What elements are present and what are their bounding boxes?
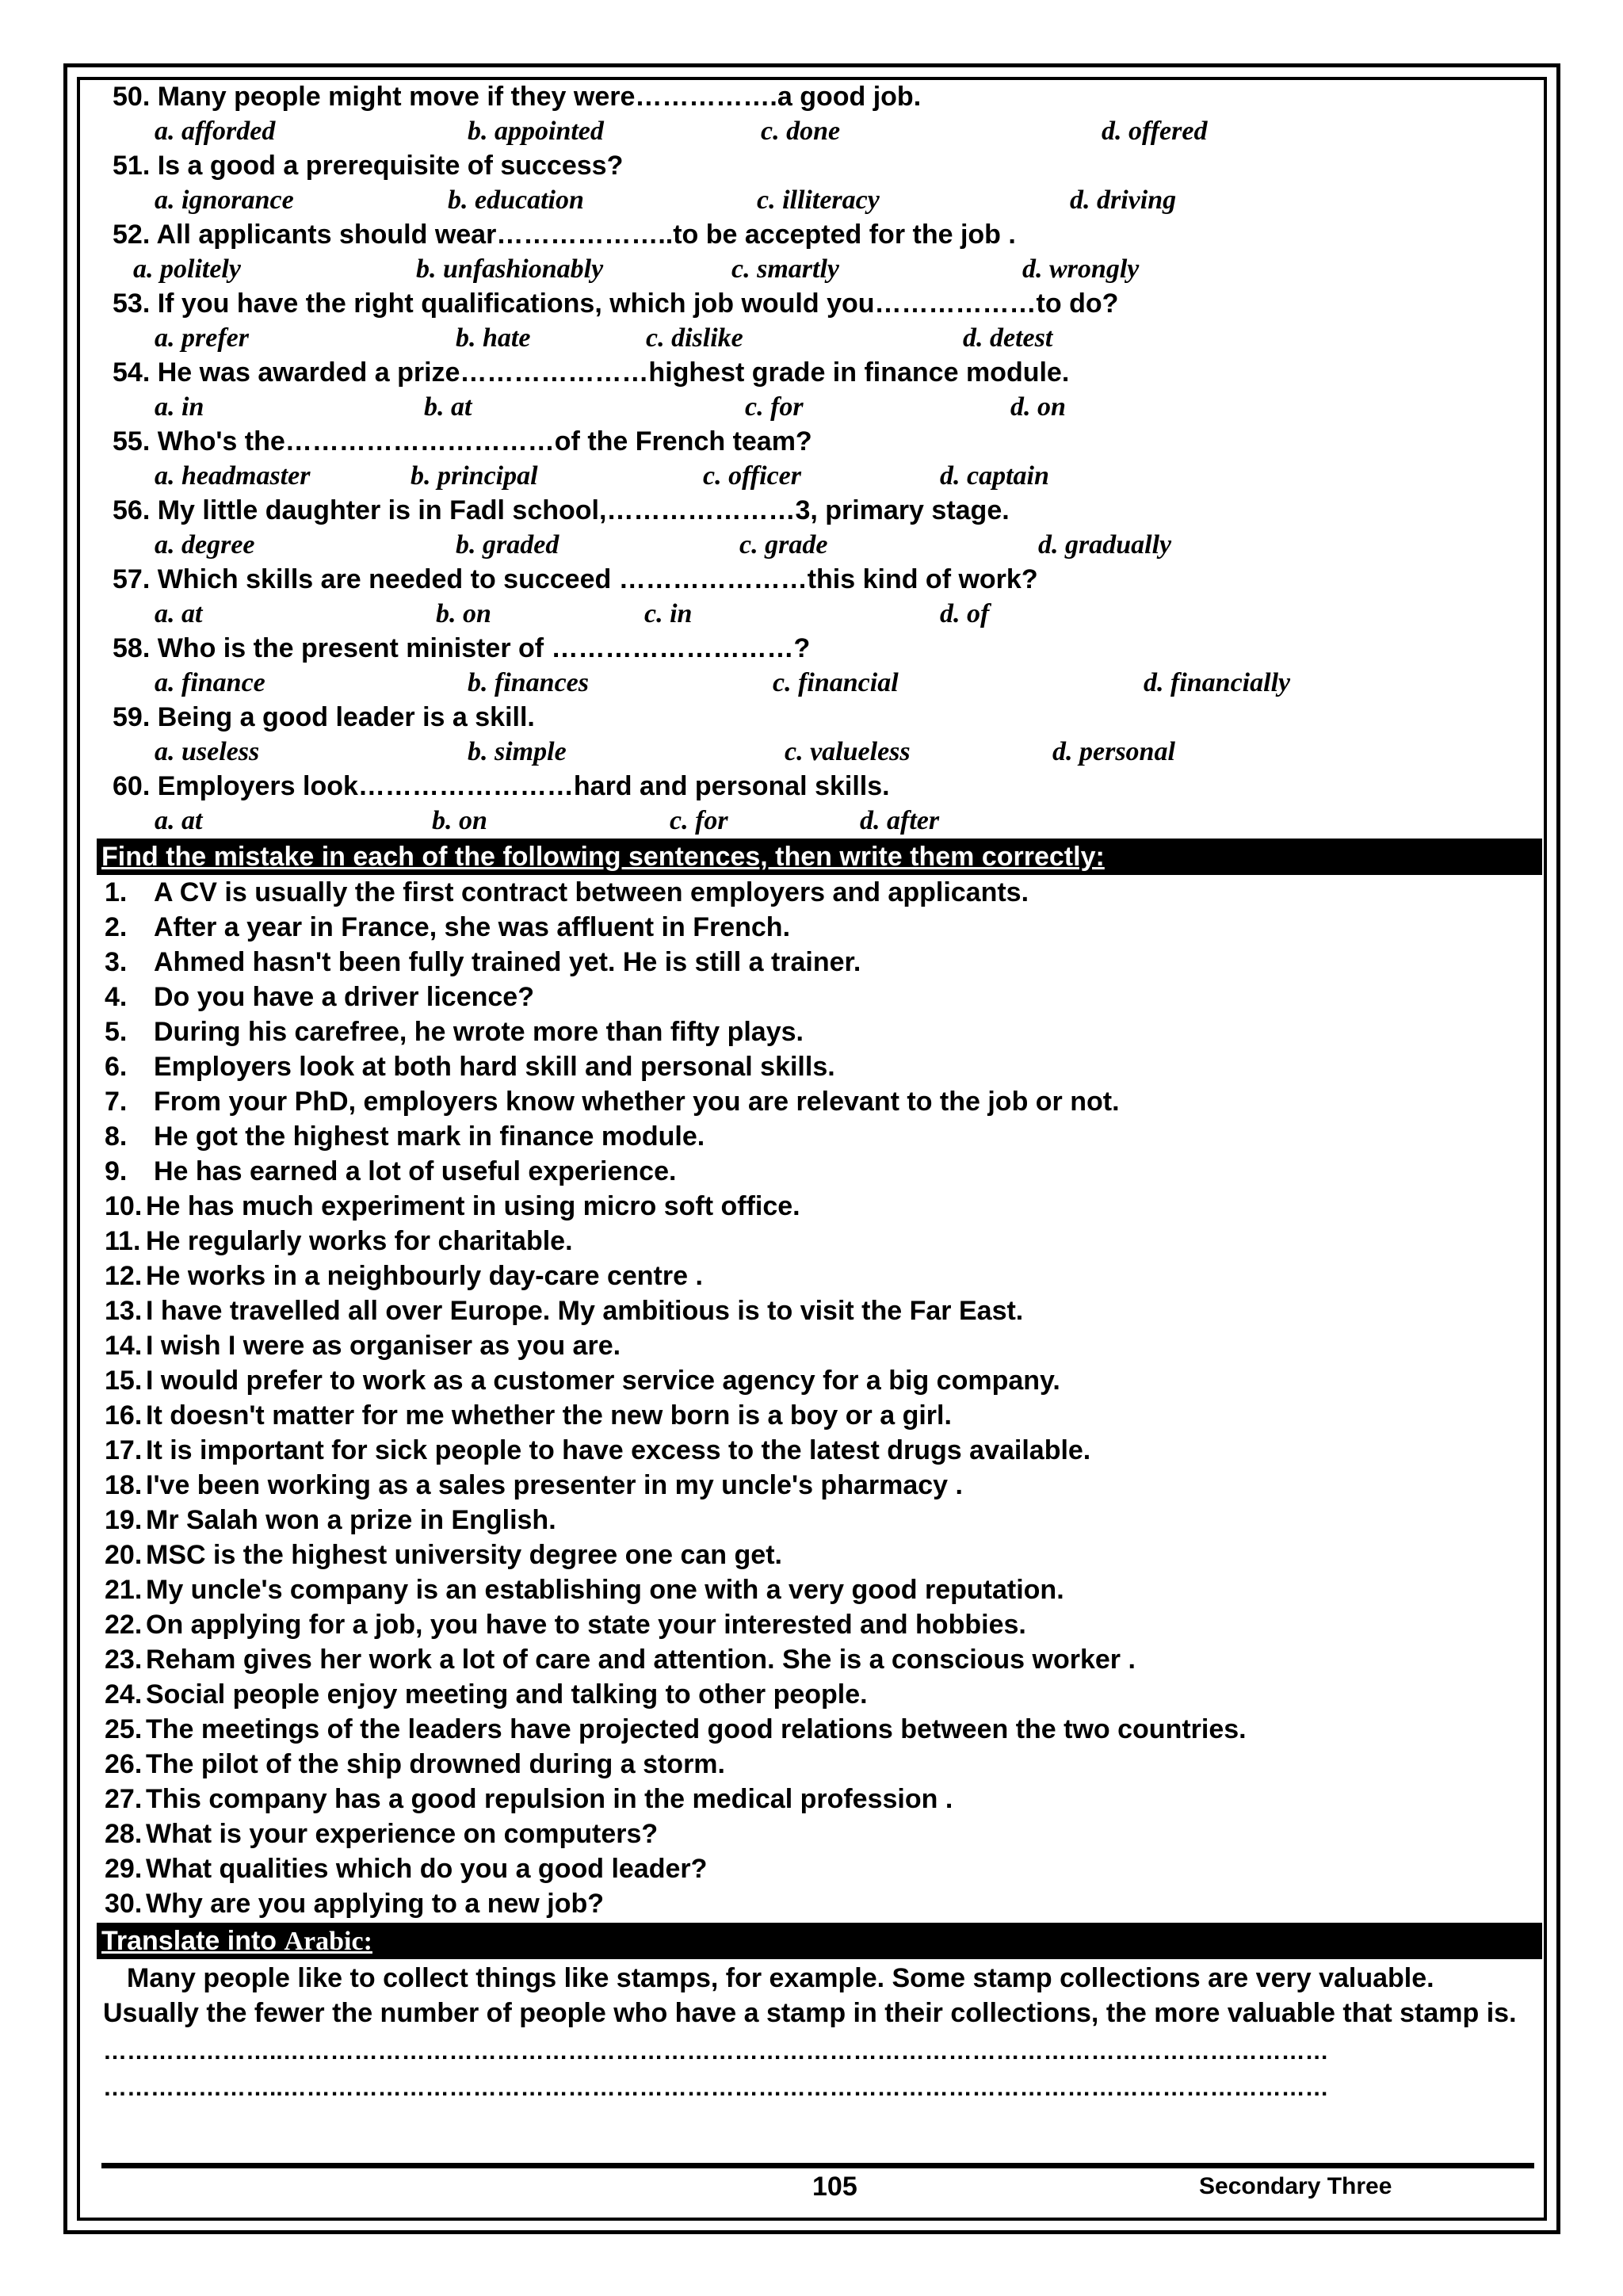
answer-option[interactable]: c. for	[745, 392, 804, 422]
mistake-section	[97, 875, 1542, 1921]
list-item-sentence: He regularly works for charitable.	[146, 1226, 573, 1256]
list-item	[97, 1782, 1542, 1817]
list-item-sentence: After a year in France, she was affluent in French.	[154, 912, 791, 942]
answer-option[interactable]: c. dislike	[646, 323, 743, 353]
list-item-number: 24.	[105, 1679, 143, 1710]
footer-rule	[101, 2163, 1534, 2168]
list-item	[97, 1607, 1542, 1642]
list-item	[97, 1189, 1542, 1224]
list-item-sentence: Why are you applying to a new job?	[146, 1889, 605, 1919]
answer-option[interactable]: d. of	[940, 599, 990, 628]
list-item	[97, 1677, 1542, 1712]
list-item	[97, 1224, 1542, 1259]
question-text: 51. Is a good a prerequisite of success?	[113, 151, 624, 181]
list-item-number: 30.	[105, 1889, 143, 1919]
answer-options	[97, 666, 1542, 700]
answer-option[interactable]: a. useless	[155, 737, 260, 766]
answer-option[interactable]: a. afforded	[155, 117, 276, 146]
list-item	[97, 1468, 1542, 1503]
translate-paragraph	[97, 1961, 1542, 2030]
answer-option[interactable]: d. financially	[1144, 668, 1291, 697]
list-item	[97, 1293, 1542, 1328]
list-item	[97, 1886, 1542, 1921]
answer-option[interactable]: c. in	[644, 599, 693, 628]
list-item	[97, 980, 1542, 1014]
list-item	[97, 1398, 1542, 1433]
answer-option[interactable]: d. on	[1010, 392, 1066, 422]
list-item-number: 23.	[105, 1645, 143, 1675]
list-item-sentence: He has earned a lot of useful experience.	[154, 1156, 677, 1186]
list-item-sentence: He works in a neighbourly day-care centre .	[146, 1261, 703, 1291]
answer-option[interactable]: c. illiteracy	[757, 185, 880, 215]
answer-option[interactable]: a. at	[155, 599, 203, 628]
page-content	[97, 79, 1542, 2107]
list-item	[97, 1503, 1542, 1538]
list-item-sentence: A CV is usually the first contract between employers and applicants.	[154, 877, 1029, 907]
list-item-number: 2.	[105, 912, 128, 942]
translate-paragraph-text: Many people like to collect things like stamps, for example. Some stamp collections are very valuable. Usually the fewer the number of people who have a stamp in their collections, the more valuable that stamp is.	[103, 1963, 1517, 2028]
answer-line: …………………..……………………………………………………………………………………………………………………	[103, 2075, 1329, 2101]
answer-option[interactable]: d. after	[860, 806, 940, 835]
list-item	[97, 1084, 1542, 1119]
list-item-number: 12.	[105, 1261, 143, 1291]
answer-options	[97, 459, 1542, 493]
list-item-sentence: Social people enjoy meeting and talking to other people.	[146, 1679, 868, 1710]
list-item-sentence: What qualities which do you a good leader?	[146, 1854, 708, 1884]
list-item-sentence: Mr Salah won a prize in English.	[146, 1505, 556, 1535]
list-item	[97, 910, 1542, 945]
page-number: 105	[812, 2172, 857, 2202]
answer-option[interactable]: b. simple	[468, 737, 567, 766]
answer-option[interactable]: d. driving	[1070, 185, 1177, 215]
list-item-number: 13.	[105, 1296, 143, 1326]
list-item-number: 5.	[105, 1017, 128, 1047]
list-item-number: 25.	[105, 1714, 143, 1744]
question-text: 55. Who's the…………………………of the French team?	[113, 426, 812, 457]
section-heading-translate-text: Translate into	[101, 1926, 285, 1956]
answer-option[interactable]: b. hate	[456, 323, 531, 353]
answer-options	[97, 183, 1542, 217]
list-item	[97, 1642, 1542, 1677]
answer-options	[97, 390, 1542, 424]
list-item-sentence: I've been working as a sales presenter in my uncle's pharmacy .	[146, 1470, 963, 1500]
list-item-sentence: My uncle's company is an establishing one with a very good reputation.	[146, 1575, 1064, 1605]
list-item	[97, 1572, 1542, 1607]
question-text: 58. Who is the present minister of ………………………?	[113, 633, 811, 663]
list-item-number: 7.	[105, 1087, 128, 1117]
list-item	[97, 945, 1542, 980]
answer-option[interactable]: c. smartly	[731, 254, 839, 284]
list-item	[97, 1259, 1542, 1293]
list-item	[97, 1851, 1542, 1886]
answer-option[interactable]: d. captain	[940, 461, 1049, 491]
section-heading-translate-language: Arabic:	[284, 1927, 372, 1956]
answer-option[interactable]: b. principal	[411, 461, 538, 491]
answer-option[interactable]: b. graded	[456, 530, 559, 560]
list-item-sentence: I would prefer to work as a customer service agency for a big company.	[146, 1366, 1060, 1396]
list-item	[97, 1712, 1542, 1747]
list-item-sentence: Reham gives her work a lot of care and attention. She is a conscious worker .	[146, 1645, 1136, 1675]
question-text: 59. Being a good leader is a skill.	[113, 702, 535, 732]
list-item-sentence: This company has a good repulsion in the medical profession .	[146, 1784, 953, 1814]
list-item-sentence: I have travelled all over Europe. My ambitious is to visit the Far East.	[146, 1296, 1024, 1326]
list-item-number: 26.	[105, 1749, 143, 1779]
list-item-number: 15.	[105, 1366, 143, 1396]
list-item	[97, 1154, 1542, 1189]
answer-line: …………………..……………………………………………………………………………………………………………………	[103, 2038, 1329, 2065]
answer-option[interactable]: d. personal	[1052, 737, 1175, 766]
answer-option[interactable]: a. at	[155, 806, 203, 835]
list-item	[97, 1328, 1542, 1363]
page-footer	[0, 2168, 1623, 2208]
question-text: 53. If you have the right qualifications, which job would you………………to do?	[113, 288, 1119, 319]
list-item-sentence: From your PhD, employers know whether you are relevant to the job or not.	[154, 1087, 1120, 1117]
answer-option[interactable]: c. grade	[739, 530, 828, 560]
list-item-number: 1.	[105, 877, 128, 907]
list-item-number: 18.	[105, 1470, 143, 1500]
answer-option[interactable]: a. prefer	[155, 323, 249, 353]
mcq-section	[97, 79, 1542, 838]
answer-option[interactable]: b. at	[424, 392, 472, 422]
answer-option[interactable]: c. officer	[703, 461, 801, 491]
answer-option[interactable]: a. ignorance	[155, 185, 294, 215]
section-heading-translate	[97, 1923, 1542, 1959]
answer-option[interactable]: c. for	[670, 806, 728, 835]
list-item-number: 4.	[105, 982, 128, 1012]
list-item	[97, 875, 1542, 910]
answer-option[interactable]: b. on	[436, 599, 491, 628]
answer-option[interactable]: d. detest	[963, 323, 1053, 353]
list-item-number: 27.	[105, 1784, 143, 1814]
answer-option[interactable]: b. education	[448, 185, 584, 215]
question-text: 60. Employers look……………………hard and personal skills.	[113, 771, 890, 801]
answer-option[interactable]: d. offered	[1102, 117, 1208, 146]
list-item-sentence: Ahmed hasn't been fully trained yet. He is still a trainer.	[154, 947, 861, 977]
answer-option[interactable]: b. appointed	[468, 117, 604, 146]
answer-option[interactable]: a. politely	[133, 254, 241, 284]
answer-option[interactable]: b. on	[432, 806, 487, 835]
list-item-number: 8.	[105, 1121, 128, 1152]
list-item-sentence: Employers look at both hard skill and personal skills.	[154, 1052, 835, 1082]
list-item-sentence: What is your experience on computers?	[146, 1819, 659, 1849]
answer-option[interactable]: b. finances	[468, 668, 589, 697]
answer-options	[97, 804, 1542, 838]
answer-option[interactable]: b. unfashionably	[416, 254, 604, 284]
section-heading-mistake-text: Find the mistake in each of the following sentences, then write them correctly:	[101, 842, 1105, 872]
list-item-number: 19.	[105, 1505, 143, 1535]
list-item	[97, 1014, 1542, 1049]
answer-option[interactable]: a. headmaster	[155, 461, 311, 491]
answer-option[interactable]: d. wrongly	[1022, 254, 1140, 284]
answer-option[interactable]: c. financial	[773, 668, 899, 697]
list-item-number: 14.	[105, 1331, 143, 1361]
answer-options	[97, 252, 1542, 286]
answer-option[interactable]: a. finance	[155, 668, 265, 697]
list-item	[97, 1817, 1542, 1851]
list-item	[97, 1119, 1542, 1154]
answer-option[interactable]: a. in	[155, 392, 204, 422]
list-item-sentence: Do you have a driver licence?	[154, 982, 534, 1012]
list-item-number: 17.	[105, 1435, 143, 1465]
list-item-number: 9.	[105, 1156, 128, 1186]
list-item-sentence: He got the highest mark in finance module.	[154, 1121, 705, 1152]
answer-options	[97, 528, 1542, 562]
list-item-number: 10.	[105, 1191, 143, 1221]
list-item-sentence: The pilot of the ship drowned during a storm.	[146, 1749, 725, 1779]
list-item-number: 16.	[105, 1400, 143, 1431]
list-item-number: 22.	[105, 1610, 143, 1640]
answer-options	[97, 735, 1542, 769]
list-item-number: 3.	[105, 947, 128, 977]
section-heading-mistake	[97, 839, 1542, 875]
list-item-number: 6.	[105, 1052, 128, 1082]
list-item-sentence: It is important for sick people to have excess to the latest drugs available.	[146, 1435, 1091, 1465]
list-item-number: 28.	[105, 1819, 143, 1849]
list-item-number: 11.	[105, 1226, 141, 1256]
list-item	[97, 1747, 1542, 1782]
list-item-sentence: On applying for a job, you have to state your interested and hobbies.	[146, 1610, 1026, 1640]
answer-option[interactable]: c. valueless	[785, 737, 911, 766]
list-item-sentence: The meetings of the leaders have projected good relations between the two countries.	[146, 1714, 1247, 1744]
list-item-number: 21.	[105, 1575, 143, 1605]
answer-option[interactable]: a. degree	[155, 530, 255, 560]
question-text: 56. My little daughter is in Fadl school,…………………3, primary stage.	[113, 495, 1010, 525]
list-item-sentence: MSC is the highest university degree one can get.	[146, 1540, 782, 1570]
list-item	[97, 1363, 1542, 1398]
list-item-sentence: I wish I were as organiser as you are.	[146, 1331, 621, 1361]
list-item-number: 20.	[105, 1540, 143, 1570]
list-item	[97, 1433, 1542, 1468]
list-item-sentence: It doesn't matter for me whether the new born is a boy or a girl.	[146, 1400, 952, 1431]
list-item-sentence: During his carefree, he wrote more than fifty plays.	[154, 1017, 804, 1047]
question-text: 57. Which skills are needed to succeed …………………this kind of work?	[113, 564, 1038, 594]
question-text: 54. He was awarded a prize…………………highest grade in finance module.	[113, 357, 1070, 388]
answer-options	[97, 597, 1542, 631]
list-item	[97, 1049, 1542, 1084]
answer-options	[97, 114, 1542, 148]
question-text: 50. Many people might move if they were…………….a good job.	[113, 82, 922, 112]
question-text: 52. All applicants should wear………………..to be accepted for the job .	[113, 220, 1016, 250]
answer-options	[97, 321, 1542, 355]
answer-option[interactable]: d. gradually	[1038, 530, 1172, 560]
list-item-number: 29.	[105, 1854, 143, 1884]
series-label: Secondary Three	[1199, 2173, 1392, 2199]
answer-option[interactable]: c. done	[761, 117, 841, 146]
list-item	[97, 1538, 1542, 1572]
list-item-sentence: He has much experiment in using micro soft office.	[146, 1191, 800, 1221]
